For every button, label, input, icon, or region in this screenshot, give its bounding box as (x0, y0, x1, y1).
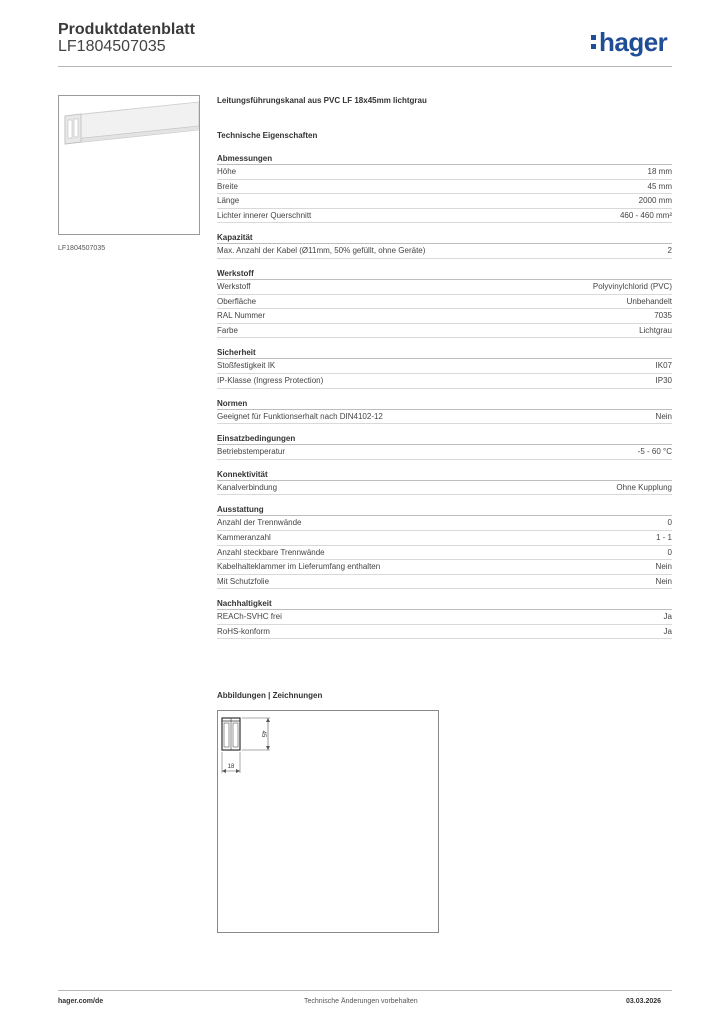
property-label: Geeignet für Funktionserhalt nach DIN4102-12 (217, 411, 383, 421)
property-value: 0 (667, 518, 672, 528)
section-title: Nachhaltigkeit (217, 598, 672, 610)
property-label: Anzahl der Trennwände (217, 518, 302, 528)
property-value: Ja (663, 612, 672, 622)
property-label: Kabelhalteklammer im Lieferumfang enthalten (217, 562, 381, 572)
property-section (217, 268, 672, 338)
property-row (217, 309, 672, 324)
property-value: IK07 (655, 361, 672, 371)
document-title: Produktdatenblatt (58, 21, 195, 38)
technical-drawing (217, 710, 439, 933)
property-label: REACh-SVHC frei (217, 612, 282, 622)
property-row (217, 209, 672, 224)
section-title: Kapazität (217, 232, 672, 244)
property-row (217, 244, 672, 259)
section-title: Normen (217, 398, 672, 410)
property-value: Polyvinylchlorid (PVC) (592, 281, 672, 291)
property-label: Oberfläche (217, 296, 257, 306)
property-row (217, 546, 672, 561)
height-dimension-label: 45 (260, 730, 266, 738)
section-title: Einsatzbedingungen (217, 433, 672, 445)
logo-dots-icon (591, 35, 596, 49)
property-row (217, 410, 672, 425)
product-code: LF1804507035 (58, 38, 166, 55)
property-label: Max. Anzahl der Kabel (Ø11mm, 50% gefüllt, ohne Geräte) (217, 246, 426, 256)
property-label: Anzahl steckbare Trennwände (217, 547, 325, 557)
section-title: Konnektivität (217, 469, 672, 481)
section-title: Sicherheit (217, 347, 672, 359)
technical-properties-heading: Technische Eigenschaften (217, 131, 318, 140)
property-row (217, 324, 672, 339)
property-section (217, 598, 672, 639)
property-section (217, 232, 672, 259)
property-row (217, 445, 672, 460)
property-row (217, 575, 672, 590)
property-row (217, 610, 672, 625)
property-label: Länge (217, 196, 240, 206)
footer-website: hager.com/de (58, 998, 104, 1005)
product-description: Leitungsführungskanal aus PVC LF 18x45mm lichtgrau (217, 96, 427, 105)
logo-text: hager (599, 27, 668, 57)
image-caption: LF1804507035 (58, 245, 106, 252)
property-value: Nein (655, 576, 672, 586)
property-section (217, 153, 672, 223)
property-value: Nein (655, 411, 672, 421)
width-dimension-label: 18 (227, 764, 235, 770)
property-section (217, 504, 672, 589)
property-label: Werkstoff (217, 281, 251, 291)
property-row (217, 481, 672, 496)
property-value: 18 mm (647, 167, 672, 176)
property-value: 2 (667, 246, 672, 256)
property-value: -5 - 60 °C (637, 447, 672, 457)
property-label: RAL Nummer (217, 311, 266, 321)
properties-column (217, 96, 672, 648)
property-row (217, 516, 672, 531)
property-label: Kammeranzahl (217, 532, 271, 542)
property-row (217, 165, 672, 180)
property-sections (217, 153, 672, 639)
property-row (217, 625, 672, 640)
property-label: Lichter innerer Querschnitt (217, 210, 312, 220)
property-row (217, 374, 672, 389)
property-value: 2000 mm (638, 196, 672, 206)
property-label: Betriebstemperatur (217, 447, 286, 457)
cross-section-drawing (218, 711, 438, 932)
property-section (217, 347, 672, 388)
footer-date: 03.03.2026 (626, 998, 662, 1005)
footer-disclaimer: Technische Änderungen vorbehalten (304, 998, 418, 1005)
property-row (217, 194, 672, 209)
header-divider (58, 66, 672, 67)
property-value: 0 (667, 547, 672, 557)
property-value: 45 mm (647, 181, 672, 191)
property-row (217, 531, 672, 546)
product-image (58, 95, 200, 235)
property-value: 1 - 1 (655, 532, 672, 542)
property-value: Lichtgrau (639, 325, 672, 335)
property-label: Kanalverbindung (217, 482, 278, 492)
property-section (217, 469, 672, 496)
property-section (217, 398, 672, 425)
property-label: RoHS-konform (217, 626, 270, 636)
property-value: 460 - 460 mm² (619, 210, 672, 220)
property-section (217, 433, 672, 460)
footer-divider (58, 990, 672, 991)
property-label: IP-Klasse (Ingress Protection) (217, 375, 324, 385)
property-value: Unbehandelt (626, 296, 672, 306)
section-title: Werkstoff (217, 268, 672, 280)
property-label: Stoßfestigkeit IK (217, 361, 276, 371)
section-title: Abmessungen (217, 153, 672, 165)
hager-logo (591, 29, 667, 55)
property-label: Breite (217, 181, 238, 191)
property-row (217, 359, 672, 374)
property-label: Höhe (217, 167, 237, 176)
property-value: Ohne Kupplung (616, 482, 672, 492)
property-value: Nein (655, 562, 672, 572)
property-row (217, 180, 672, 195)
property-label: Farbe (217, 325, 238, 335)
property-label: Mit Schutzfolie (217, 576, 270, 586)
property-value: 7035 (654, 311, 672, 321)
drawings-heading: Abbildungen | Zeichnungen (217, 691, 323, 700)
property-row (217, 280, 672, 295)
property-value: Ja (663, 626, 672, 636)
property-row (217, 295, 672, 310)
property-value: IP30 (655, 375, 672, 385)
cable-duct-image (59, 96, 199, 234)
property-row (217, 560, 672, 575)
section-title: Ausstattung (217, 504, 672, 516)
